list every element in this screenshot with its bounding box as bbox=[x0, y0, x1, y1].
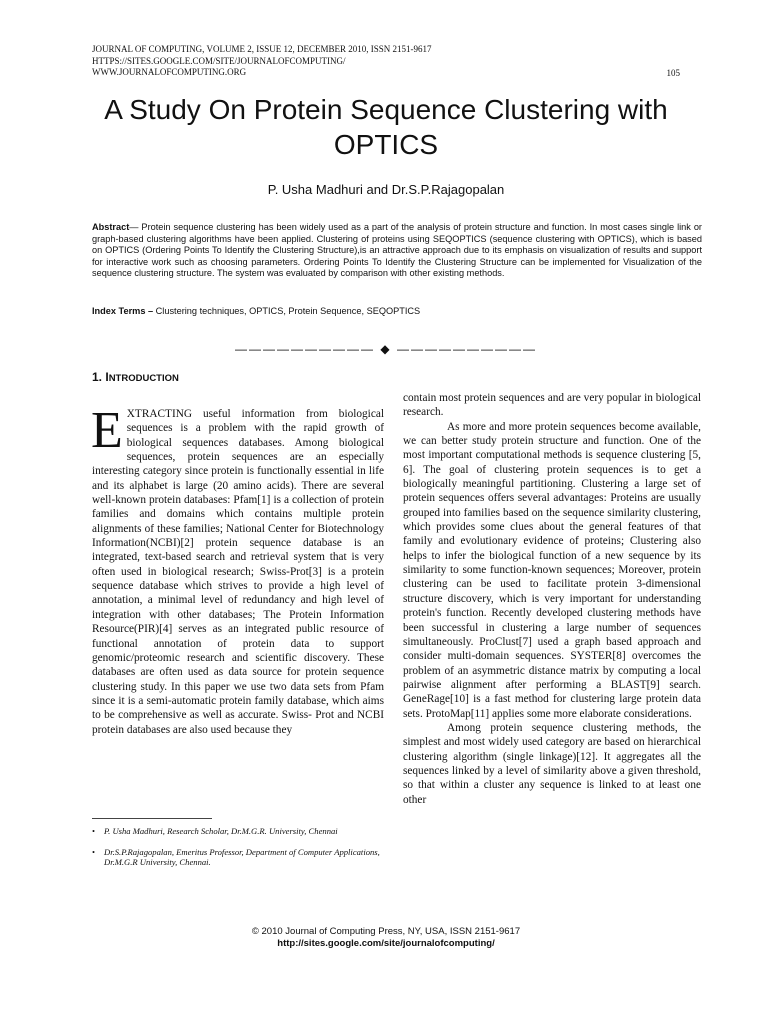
index-terms-text: Clustering techniques, OPTICS, Protein Sequence, SEQOPTICS bbox=[153, 306, 421, 316]
footer-url[interactable]: http://sites.google.com/site/journalofcomputing/ bbox=[277, 937, 495, 949]
abstract bbox=[92, 222, 702, 280]
abstract-text: Protein sequence clustering has been widely used as a part of the analysis of protein structure and function. In most cases single link or graph-based clustering algorithms have been applied. Clustering of proteins using SEQOPTICS (sequence clustering with OPTICS), which is based on OPTICS (Ordering Points To Identify the Clustering Structure),is an attractive approach due to its emphasis on visualization of results and support for interactive work such as choosing parameters. Ordering Points To Identify the Clustering Structure can be implemented for Visualization of the sequence clustering structure. The system was evaluated by comparison with other existing methods. bbox=[92, 222, 702, 278]
footnote-rule bbox=[92, 818, 212, 819]
journal-website[interactable]: WWW.JOURNALOFCOMPUTING.ORG bbox=[92, 67, 247, 77]
paper-authors: P. Usha Madhuri and Dr.S.P.Rajagopalan bbox=[267, 182, 505, 197]
abstract-dash: — bbox=[129, 222, 139, 232]
paragraph: contain most protein sequences and are very popular in biological research. bbox=[403, 392, 701, 419]
bullet: • bbox=[92, 826, 96, 836]
intro-text: XTRACTING useful information from biological sequences is a problem with the rapid growth of biological sequences databases. Among biological sequences, protein sequences are an especially interesting category since protein is functionally essential in life and its alphabet is large (20 amino acids). There are several well-known protein databases: Pfam[1] is a collection of protein families and domains which contains multiple protein alignments of these families; National Center for Biotechnology Information(NCBI)[2] protein sequence database is an integrated, text-based search and retrieval system that is very often used in biological research; Swiss-Prot[3] is a protein sequence database which strives to provide a high level of annotation, a minimal level of redundancy and high level of integration with other databases; The Protein Information Resource(PIR)[4] serves as an integrated public resource of functional annotation of protein data to support genomic/proteomic research and scientific discovery. These databases are often used as data source for protein sequence clustering study. In this paper we use two data sets from Pfam since it is a semi-automatic protein family database, which aims to be comprehensive as well as accurate. Swiss- Prot and NCBI protein databases are also used because they bbox=[92, 408, 384, 736]
paragraph: Among protein sequence clustering methods, the simplest and most widely used category are based on hierarchical clustering algorithm (single linkage)[12]. It aggregates all the sequences linked by a level of similarity above a given threshold, so that within a cluster any sequence is linked to at least one other bbox=[403, 721, 701, 806]
journal-url[interactable]: HTTPS://SITES.GOOGLE.COM/SITE/JOURNALOFCOMPUTING/ bbox=[92, 55, 346, 66]
journal-header bbox=[92, 44, 432, 79]
abstract-label: Abstract bbox=[92, 222, 130, 232]
section-title: NTRODUCTION bbox=[108, 373, 179, 384]
paragraph: As more and more protein sequences become available, we can better study protein structure and function. One of the most important computational methods is sequence clustering [5, 6]. The goal of clustering protein sequences is to get a biologically meaningful partitioning. Clustering a large set of protein sequences offers several advantages: Proteins are usually grouped into families based on the sequence similarity clustering, which provides some clues about the general features of that family and evolutionary evidence of proteins; Clustering also helps to infer the biological function of a new sequence by its similarity to some function-known sequences; Moreover, protein clustering can be used to facilitate protein 3-dimensional structure discovery, which is very important for understanding protein's function. Recently developed clustering methods have been successful in clustering a large number of sequences simultaneously. ProClust[7] used a graph based approach and consider multi-domain sequences. SYSTER[8] overcomes the problem of an asymmetric distance matrix by computing a local pairwise alignment after performing a BLAST[9] search. GeneRage[10] is a fast method for clustering large protein data sets. ProtoMap[11] applies some more elaborate considerations. bbox=[403, 420, 701, 720]
footnotes bbox=[92, 826, 392, 878]
copyright: © 2010 Journal of Computing Press, NY, USA, ISSN 2151-9617 bbox=[251, 926, 521, 937]
journal-info: JOURNAL OF COMPUTING, VOLUME 2, ISSUE 12, DECEMBER 2010, ISSN 2151-9617 bbox=[92, 44, 432, 54]
index-terms bbox=[92, 306, 692, 316]
paper-title: A Study On Protein Sequence Clustering with OPTICS bbox=[104, 94, 668, 160]
intro-paragraph bbox=[91, 402, 384, 737]
left-column bbox=[91, 402, 384, 737]
page-footer bbox=[92, 926, 680, 949]
footnote-text: P. Usha Madhuri, Research Scholar, Dr.M.G.R. University, Chennai bbox=[104, 826, 338, 836]
footnote bbox=[92, 826, 392, 837]
section-divider: —————————— ◆ —————————— bbox=[235, 342, 537, 356]
index-terms-label: Index Terms – bbox=[92, 306, 154, 316]
footnote-text: Dr.S.P.Rajagopalan, Emeritus Professor, Department of Computer Applications, Dr.M.G.R University, Chennai. bbox=[104, 846, 380, 867]
page-number: 105 bbox=[666, 68, 680, 78]
right-column bbox=[403, 391, 701, 807]
bullet: • bbox=[92, 846, 96, 857]
drop-cap: E bbox=[91, 402, 123, 459]
section-number: 1. I bbox=[92, 370, 109, 384]
footnote bbox=[92, 847, 392, 868]
section-heading bbox=[92, 370, 179, 384]
